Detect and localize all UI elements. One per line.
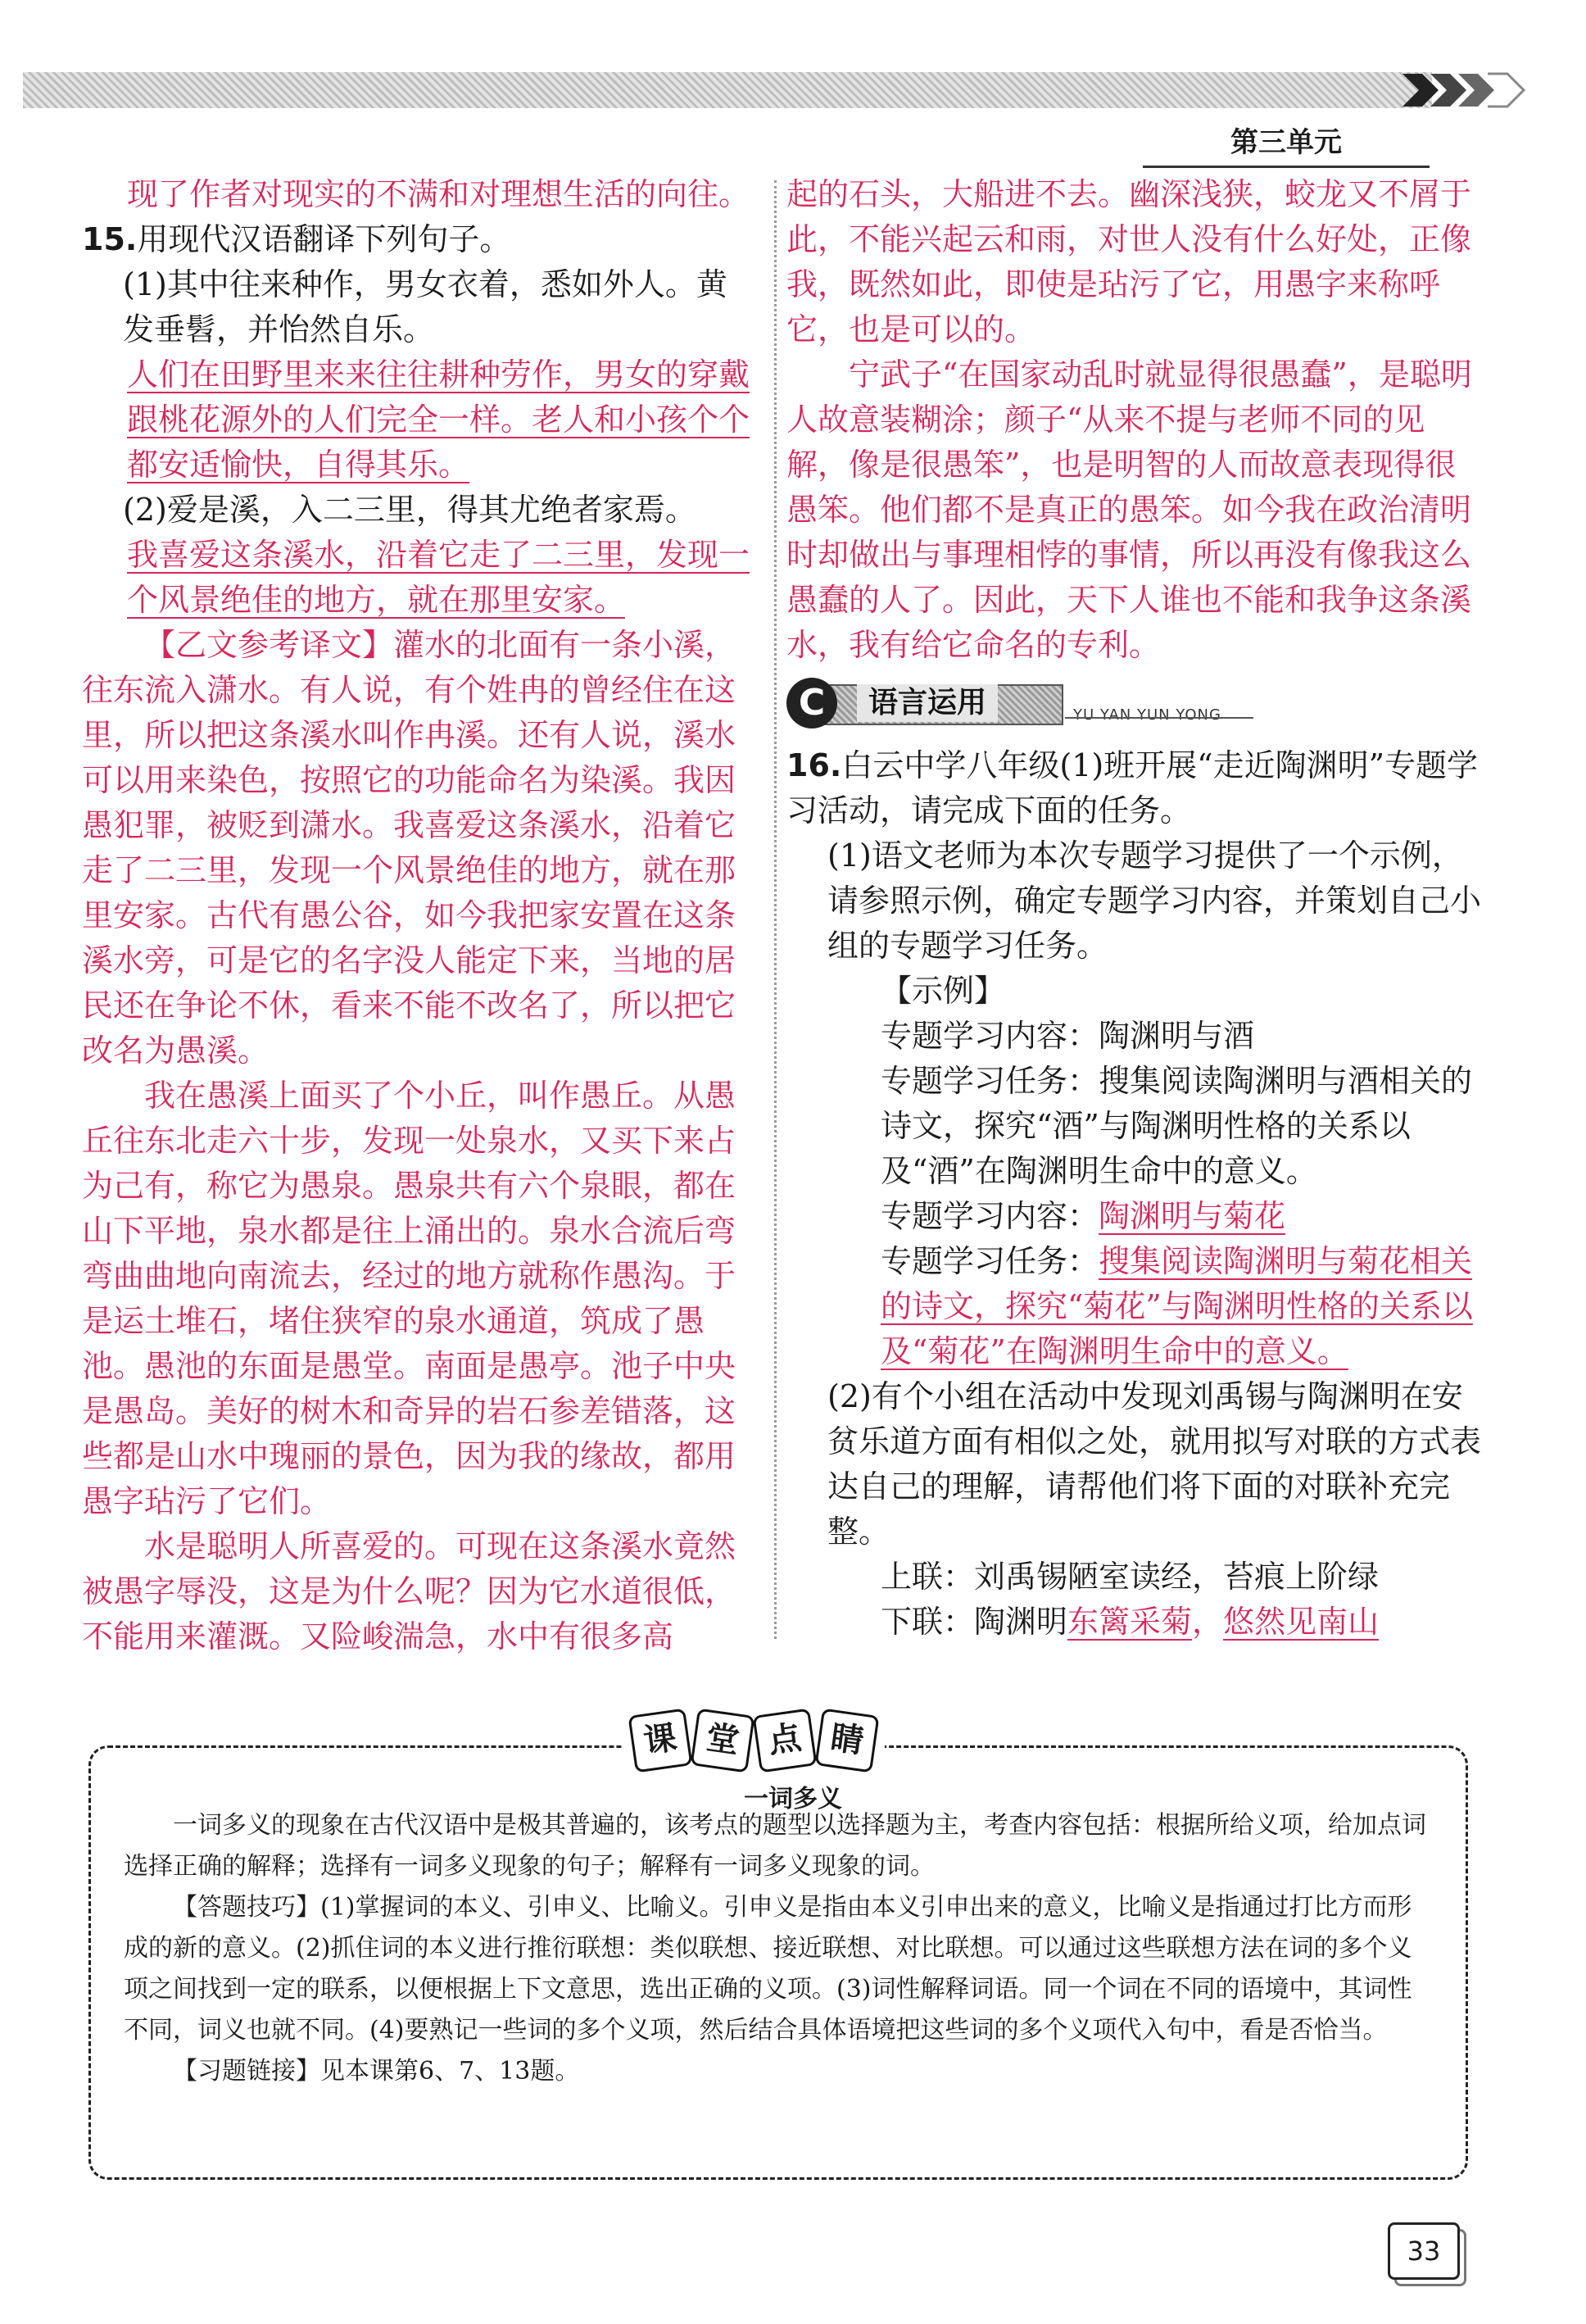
section-pinyin-line <box>1065 717 1253 719</box>
yiwen-paragraph-3: 水是聪明人所喜爱的。可现在这条溪水竟然被愚字辱没，这是为什么呢？因为它水道很低，不能用来灌溉。又险峻湍急，水中有很多高 <box>82 1528 736 1654</box>
tip-paragraph-3 <box>124 2051 1433 2092</box>
q15-sub2-question: (2)爱是溪，入二三里，得其尤绝者家焉。 <box>123 492 696 528</box>
section-language-use <box>786 674 1483 735</box>
lower-couplet-prefix: 陶渊明 <box>974 1604 1068 1640</box>
tip-subtitle: 一词多义 <box>744 1785 842 1813</box>
tip-paragraph-2 <box>124 1887 1433 2051</box>
tip-heading <box>623 1711 885 1770</box>
example-task <box>881 1059 1483 1194</box>
unit-label: 第三单元 <box>1143 120 1430 168</box>
answer-content <box>881 1194 1483 1239</box>
yiwen-paragraph-2: 我在愚溪上面买了个小丘，叫作愚丘。从愚丘往东北走六十步，发现一处泉水，又买下来占为己有，称它为愚泉。愚泉共有六个泉眼，都在山下平地，泉水都是往上涌出的。泉水合流后弯弯曲曲地向南流去，经过的地方就称作愚沟。于是运土堆石，堵住狭窄的泉水通道，筑成了愚池。愚池的东面是愚堂。南面是愚亭。池子中央是愚岛。美好的树木和奇异的岩石参差错落，这些都是山水中瑰丽的景色，因为我的缘故，都用愚字玷污了它们。 <box>82 1078 736 1519</box>
header-band <box>23 72 1432 108</box>
q15-sub1-question: (1)其中往来种作，男女衣着，悉如外人。黄发垂髫，并怡然自乐。 <box>123 266 727 347</box>
answer-task-label: 专题学习任务： <box>881 1243 1099 1279</box>
left-column <box>82 172 754 1659</box>
yiwen-p1-text: 灌水的北面有一条小溪，往东流入潇水。有人说，有个姓冉的曾经住在这里，所以把这条溪水叫作冉溪。还有人说，溪水可以用来染色，按照它的功能命名为染溪。我因愚犯罪，被贬到潇水。我喜爱这条溪水，沿着它走了二三里，发现一个风景绝佳的地方，就在那里安家。古代有愚公谷，如今我把家安置在这条溪水旁，可是它的名字没人能定下来，当地的居民还在争论不休，看来不能不改名了，所以把它改名为愚溪。 <box>82 627 736 1069</box>
section-title: 语言运用 <box>857 684 998 722</box>
lower-couplet-label: 下联： <box>881 1604 975 1640</box>
q16-example-block <box>786 969 1483 1374</box>
lower-couplet-separator: ， <box>1192 1604 1224 1640</box>
lower-couplet-answer-2: 悠然见南山 <box>1223 1604 1380 1640</box>
tip-paragraph-1: 一词多义的现象在古代汉语中是极其普遍的，该考点的题型以选择题为主，考查内容包括：根据所给义项，给加点词选择正确的解释；选择有一词多义现象的句子；解释有一词多义现象的词。 <box>124 1811 1426 1881</box>
lower-couplet <box>881 1600 1483 1645</box>
example-content <box>881 1014 1483 1059</box>
q15-sub2-answer: 我喜爱这条溪水，沿着它走了二三里，发现一个风景绝佳的地方，就在那里安家。 <box>127 537 750 618</box>
q15-number: 15. <box>82 221 138 257</box>
previous-answer-continuation: 现了作者对现实的不满和对理想生活的向往。 <box>127 176 750 212</box>
couplet-block <box>786 1555 1483 1645</box>
yiwen-paragraph-1 <box>82 623 754 1073</box>
upper-couplet <box>881 1555 1483 1600</box>
column-divider <box>774 180 777 1639</box>
q15-sub1-answer: 人们在田野里来来往往耕种劳作，男女的穿戴跟桃花源外的人们完全一样。老人和小孩个个都安适愉快，自得其乐。 <box>127 356 750 483</box>
section-pinyin: YU YAN YUN YONG <box>1073 706 1221 724</box>
header-chevron-icon <box>1402 67 1534 113</box>
q16-sub1-question: (1)语文老师为本次专题学习提供了一个示例，请参照示例，确定专题学习内容，并策划自己小组的专题学习任务。 <box>827 837 1482 964</box>
q15-stem <box>82 217 754 262</box>
tip-heading-char: 睛 <box>814 1708 879 1773</box>
q15-stem-text: 用现代汉语翻译下列句子。 <box>137 221 511 257</box>
section-letter-icon: C <box>786 678 837 729</box>
tip-technique-text: (1)掌握词的本义、引申义、比喻义。引申义是指由本义引申出来的意义，比喻义是指通过打比方而形成的新的意义。(2)抓住词的本义进行推衍联想：类似联想、接近联想、对比联想。可以通过这些联想方法在词的多个义项之间找到一定的联系，以便根据上下文意思，选出正确的义项。(3)词性解释词语。同一个词在不同的语境中，其词性不同，词义也就不同。(4)要熟记一些词的多个义项，然后结合具体语境把这些词的多个义项代入句中，看是否恰当。 <box>124 1893 1412 2045</box>
q16-sub2-question: (2)有个小组在活动中发现刘禹锡与陶渊明在安贫乐道方面有相似之处，就用拟写对联的方式表达自己的理解，请帮他们将下面的对联补充完整。 <box>827 1378 1482 1550</box>
example-content-value: 陶渊明与酒 <box>1099 1018 1255 1054</box>
example-task-value: 搜集阅读陶渊明与酒相关的诗文，探究“酒”与陶渊明性格的关系以及“酒”在陶渊明生命中的意义。 <box>881 1063 1473 1189</box>
yiwen-label: 【乙文参考译文】 <box>144 627 394 663</box>
answer-content-label: 专题学习内容： <box>881 1198 1099 1234</box>
answer-task <box>881 1239 1483 1374</box>
q16-stem-text: 白云中学八年级(1)班开展“走近陶渊明”专题学习活动，请完成下面的任务。 <box>786 747 1479 828</box>
tip-link-text: 见本课第6、7、13题。 <box>320 2057 580 2086</box>
q16-number: 16. <box>786 747 842 783</box>
lower-couplet-answer-1: 东篱采菊 <box>1067 1604 1193 1640</box>
right-column <box>786 172 1483 1645</box>
tip-technique-label: 【答题技巧】 <box>173 1893 320 1922</box>
tip-heading-char: 堂 <box>690 1708 754 1773</box>
example-content-label: 专题学习内容： <box>881 1018 1099 1054</box>
yiwen-continuation: 起的石头，大船进不去。幽深浅狭，蛟龙又不屑于此，不能兴起云和雨，对世人没有什么好处，正像我，既然如此，即使是玷污了它，用愚字来称呼它，也是可以的。 <box>786 176 1472 347</box>
example-label: 【示例】 <box>881 973 1006 1009</box>
upper-couplet-label: 上联： <box>881 1559 975 1595</box>
tip-heading-char: 点 <box>752 1708 817 1773</box>
answer-content-value: 陶渊明与菊花 <box>1099 1198 1286 1234</box>
yiwen-paragraph-4: 宁武子“在国家动乱时就显得很愚蠢”，是聪明人故意装糊涂；颜子“从来不提与老师不同的见解，像是很愚笨”，也是明智的人而故意表现得很愚笨。他们都不是真正的愚笨。如今我在政治清明时却做出与事理相悖的事情，所以再没有像我这么愚蠢的人了。因此，天下人谁也不能和我争这条溪水，我有给它命名的专利。 <box>786 356 1472 663</box>
example-task-label: 专题学习任务： <box>881 1063 1099 1099</box>
tip-link-label: 【习题链接】 <box>173 2057 320 2086</box>
page-number: 33 <box>1388 2222 1460 2280</box>
upper-couplet-text: 刘禹锡陋室读经，苔痕上阶绿 <box>974 1559 1380 1595</box>
q16-stem <box>786 743 1483 833</box>
tip-heading-char: 课 <box>628 1708 692 1773</box>
answer-task-value: 搜集阅读陶渊明与菊花相关的诗文，探究“菊花”与陶渊明性格的关系以及“菊花”在陶渊明生命中的意义。 <box>881 1243 1473 1369</box>
